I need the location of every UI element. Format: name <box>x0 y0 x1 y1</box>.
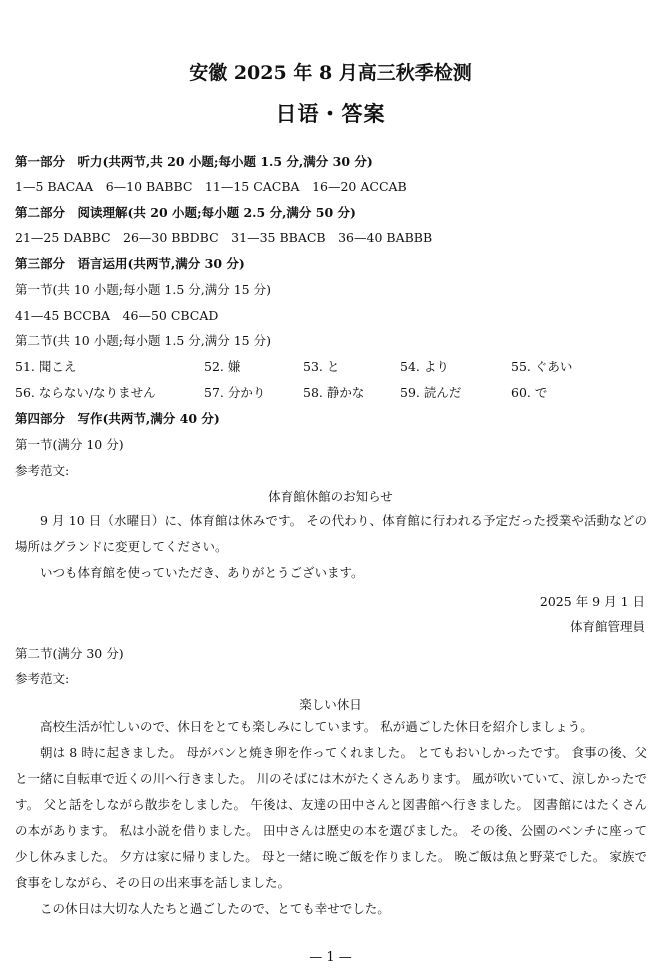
answer-51: 51. 聞こえ <box>15 359 77 374</box>
part4-heading: 第四部分 写作(共两节,满分 40 分) <box>15 411 220 426</box>
part4-section2-heading: 第二节(满分 30 分) <box>15 646 124 661</box>
essay2-paragraph-1: 高校生活が忙しいので、休日をとても楽しみにしています。 私が過ごした休日を紹介しましょう。 <box>40 719 593 734</box>
essay1-signature: 体育館管理員 <box>569 619 645 634</box>
exam-title: 安徽 2025 年 8 月高三秋季检测 <box>189 62 472 84</box>
essay1-date: 2025 年 9 月 1 日 <box>539 594 645 609</box>
page-number: — 1 — <box>309 950 352 965</box>
answer-55: 55. ぐあい <box>511 359 573 374</box>
reference-label-1: 参考范文: <box>15 463 70 478</box>
answer-58: 58. 静かな <box>303 385 365 400</box>
essay2-title: 楽しい休日 <box>299 697 362 712</box>
answer-60: 60. で <box>511 385 548 400</box>
answer-54: 54. より <box>400 359 449 374</box>
answer-56: 56. ならない/なりません <box>15 385 156 400</box>
reference-label-2: 参考范文: <box>15 671 70 686</box>
exam-subtitle: 日语・答案 <box>275 101 386 126</box>
part3-section1-heading: 第一节(共 10 小题;每小题 1.5 分,满分 15 分) <box>15 282 271 297</box>
essay1-title: 体育館休館のお知らせ <box>268 489 393 504</box>
essay2-paragraph-2: 朝は 8 時に起きました。 母がパンと焼き卵を作ってくれました。 とてもおいしかったです。 食事の後、父と一緒に自転車で近くの川へ行きました。 川のそばには木がたくさんあります。 風が吹いていて、涼しかったです。 父と話をしながら散歩をしました。 午後は、友達の田中さんと図書館へ行きました。 図書館にはたくさんの本があります。 私は小説を借りました。 田中さんは歴史の本を選びました。 その後、公園のベンチに座って少し休みました。 夕方は家に帰りました。 母と一緒に晩ご飯を作りました。 晩ご飯は魚と野菜でした。 家族で食事をしながら、その日の出来事を話しました。 <box>15 745 647 890</box>
essay1-paragraph-2: いつも体育館を使っていただき、ありがとうございます。 <box>40 565 364 580</box>
part3-section1-answers: 41—45 BCCBA 46—50 CBCAD <box>15 308 219 323</box>
answer-52: 52. 嫌 <box>204 359 241 374</box>
part1-answers: 1—5 BACAA 6—10 BABBC 11—15 CACBA 16—20 ACCAB <box>15 179 407 194</box>
part3-section2-heading: 第二节(共 10 小题;每小题 1.5 分,满分 15 分) <box>15 333 271 348</box>
part1-heading: 第一部分 听力(共两节,共 20 小题;每小题 1.5 分,满分 30 分) <box>15 154 373 169</box>
essay2-paragraph-3: この休日は大切な人たちと過ごしたので、とても幸せでした。 <box>40 901 390 916</box>
answer-59: 59. 読んだ <box>400 385 462 400</box>
part4-section1-heading: 第一节(满分 10 分) <box>15 437 124 452</box>
answer-57: 57. 分かり <box>204 385 266 400</box>
part2-answers: 21—25 DABBC 26—30 BBDBC 31—35 BBACB 36—40 BABBB <box>15 230 433 245</box>
part2-heading: 第二部分 阅读理解(共 20 小题;每小题 2.5 分,满分 50 分) <box>15 205 356 220</box>
answer-53: 53. と <box>303 359 340 374</box>
part3-heading: 第三部分 语言运用(共两节,满分 30 分) <box>15 256 245 271</box>
essay1-paragraph-1: 9 月 10 日（水曜日）に、体育館は休みです。 その代わり、体育館に行われる予定だった授業や活動などの場所はグランドに変更してください。 <box>15 513 647 554</box>
